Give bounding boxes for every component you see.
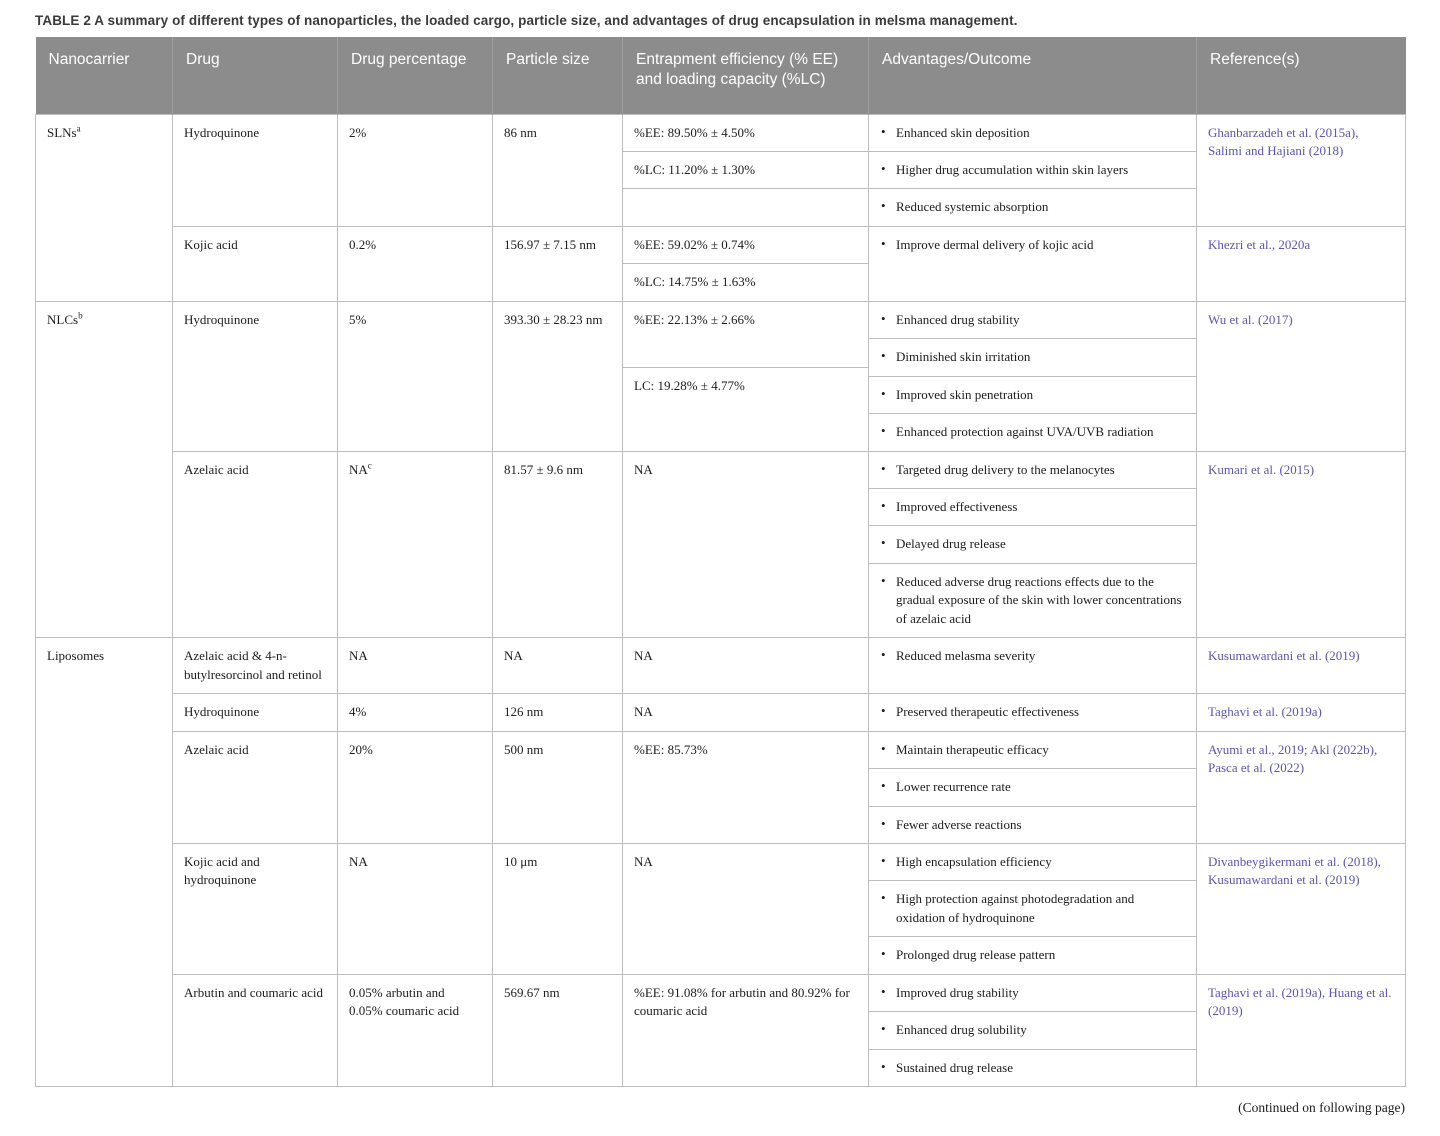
reference-cell[interactable]: Wu et al. (2017) [1197,301,1406,451]
ee-lc-cell [623,974,869,1086]
drug-cell: Hydroquinone [173,114,338,226]
advantages-cell [869,301,1197,451]
empty-sub-cell [623,189,868,223]
advantage-item: • Prolonged drug release pattern [869,937,1196,973]
col-header-nanocarrier: Nanocarrier [36,37,173,114]
drug-cell: Azelaic acid [173,731,338,843]
table-row [36,638,1406,694]
footnote-marker: b [78,310,83,321]
nanocarrier-cell [36,638,173,1087]
table-row [36,226,1406,301]
advantage-item: • Preserved therapeutic effectiveness [869,694,1196,730]
table-row [36,301,1406,451]
advantage-item: • Maintain therapeutic efficacy [869,732,1196,769]
nanoparticles-summary-table [35,37,1406,1087]
drug-cell: Arbutin and coumaric acid [173,974,338,1086]
col-header-ee-lc: Entrapment efficiency (% EE) and loading capacity (%LC) [623,37,869,114]
particle-size-cell: 86 nm [493,114,623,226]
drug-cell: Hydroquinone [173,301,338,451]
ee-value: NA [634,854,653,870]
col-header-advantages: Advantages/Outcome [869,37,1197,114]
particle-size-cell: NA [493,638,623,694]
advantages-cell [869,114,1197,226]
reference-cell[interactable]: Taghavi et al. (2019a), Huang et al. (2019) [1197,974,1406,1086]
advantage-item: • Enhanced drug solubility [869,1012,1196,1049]
advantage-item: • Enhanced skin deposition [869,115,1196,152]
reference-cell[interactable]: Kumari et al. (2015) [1197,451,1406,638]
table-row [36,114,1406,226]
particle-size-cell: 569.67 nm [493,974,623,1086]
continued-note: (Continued on following page) [1238,1100,1405,1116]
particle-size-cell: 10 μm [493,844,623,975]
advantage-item: • Enhanced protection against UVA/UVB radiation [869,414,1196,450]
nanocarrier-label: SLNs [47,124,77,140]
nanocarrier-cell [36,301,173,638]
drug-percentage-cell: 2% [338,114,493,226]
reference-cell[interactable]: Divanbeygikermani et al. (2018), Kusumawardani et al. (2019) [1197,844,1406,975]
advantage-item: • Reduced adverse drug reactions effects due to the gradual exposure of the skin with lower concentrations of azelaic acid [869,564,1196,637]
ee-lc-cell [623,844,869,975]
particle-size-cell: 126 nm [493,694,623,731]
drug-cell: Azelaic acid & 4-n-butylresorcinol and retinol [173,638,338,694]
table-row [36,731,1406,843]
advantage-item: • Lower recurrence rate [869,769,1196,806]
ee-value: NA [634,648,653,664]
advantage-item: • Reduced systemic absorption [869,189,1196,225]
ee-lc-cell [623,451,869,638]
table-row [36,694,1406,731]
drug-percentage-cell: NA [338,638,493,694]
header-row [36,37,1406,114]
advantage-item: • Targeted drug delivery to the melanocytes [869,452,1196,489]
advantage-item: • Enhanced drug stability [869,302,1196,339]
drug-cell: Azelaic acid [173,451,338,638]
advantages-cell [869,974,1197,1086]
col-header-particle-size: Particle size [493,37,623,114]
drug-percentage-value: NA [349,461,368,477]
ee-value: %EE: 91.08% for arbutin and 80.92% for coumaric acid [634,984,850,1019]
particle-size-cell: 393.30 ± 28.23 nm [493,301,623,451]
col-header-drug-percentage: Drug percentage [338,37,493,114]
table-row [36,451,1406,638]
table-row [36,844,1406,975]
ee-lc-cell [623,638,869,694]
advantage-item: • High protection against photodegradation and oxidation of hydroquinone [869,881,1196,937]
particle-size-cell: 81.57 ± 9.6 nm [493,451,623,638]
drug-percentage-cell: 4% [338,694,493,731]
col-header-drug: Drug [173,37,338,114]
reference-cell[interactable]: Kusumawardani et al. (2019) [1197,638,1406,694]
advantage-item: • Improved skin penetration [869,377,1196,414]
ee-lc-cell [623,226,869,301]
advantages-cell [869,694,1197,731]
table-caption: TABLE 2 A summary of different types of nanoparticles, the loaded cargo, particle size, and advantages of drug encapsulation in melsma management. [35,13,1018,28]
drug-cell: Kojic acid and hydroquinone [173,844,338,975]
particle-size-cell: 500 nm [493,731,623,843]
particle-size-cell: 156.97 ± 7.15 nm [493,226,623,301]
advantage-item: • Sustained drug release [869,1050,1196,1086]
lc-value: LC: 19.28% ± 4.77% [634,377,745,393]
ee-lc-cell [623,731,869,843]
lc-value: %LC: 14.75% ± 1.63% [634,274,756,290]
drug-cell: Hydroquinone [173,694,338,731]
advantage-item: • Fewer adverse reactions [869,807,1196,843]
drug-cell: Kojic acid [173,226,338,301]
drug-percentage-cell: 0.2% [338,226,493,301]
reference-cell[interactable]: Ghanbarzadeh et al. (2015a), Salimi and Hajiani (2018) [1197,114,1406,226]
advantages-cell [869,844,1197,975]
advantage-item: • Improved effectiveness [869,489,1196,526]
reference-cell[interactable]: Ayumi et al., 2019; Akl (2022b), Pasca et al. (2022) [1197,731,1406,843]
advantage-item: • High encapsulation efficiency [869,844,1196,881]
ee-lc-cell [623,301,869,451]
drug-percentage-cell: 20% [338,731,493,843]
footnote-marker: a [76,123,81,134]
lc-value: %LC: 11.20% ± 1.30% [623,152,868,189]
ee-lc-cell [623,114,869,226]
advantage-item: • Reduced melasma severity [869,638,1196,674]
drug-percentage-cell: 5% [338,301,493,451]
advantage-item: • Diminished skin irritation [869,339,1196,376]
ee-value: %EE: 59.02% ± 0.74% [623,227,868,264]
nanocarrier-label: NLCs [47,311,79,327]
advantages-cell [869,226,1197,301]
advantage-item: • Higher drug accumulation within skin layers [869,152,1196,189]
nanocarrier-label: Liposomes [47,648,105,664]
ee-lc-cell [623,694,869,731]
advantage-item: • Improve dermal delivery of kojic acid [869,227,1196,263]
advantages-cell [869,638,1197,694]
advantages-cell [869,731,1197,843]
ee-value: %EE: 22.13% ± 2.66% [623,302,868,368]
advantage-item: • Improved drug stability [869,975,1196,1012]
footnote-marker: c [367,460,372,471]
reference-cell[interactable]: Khezri et al., 2020a [1197,226,1406,301]
nanocarrier-cell [36,114,173,301]
table-row [36,974,1406,1086]
advantages-cell [869,451,1197,638]
drug-percentage-cell: NA [338,844,493,975]
ee-value: %EE: 89.50% ± 4.50% [623,115,868,152]
ee-value: %EE: 85.73% [634,741,708,757]
drug-percentage-cell [338,451,493,638]
advantage-item: • Delayed drug release [869,526,1196,563]
ee-value: NA [634,704,653,720]
drug-percentage-cell: 0.05% arbutin and 0.05% coumaric acid [338,974,493,1086]
ee-value: NA [634,461,653,477]
reference-cell[interactable]: Taghavi et al. (2019a) [1197,694,1406,731]
col-header-references: Reference(s) [1197,37,1406,114]
